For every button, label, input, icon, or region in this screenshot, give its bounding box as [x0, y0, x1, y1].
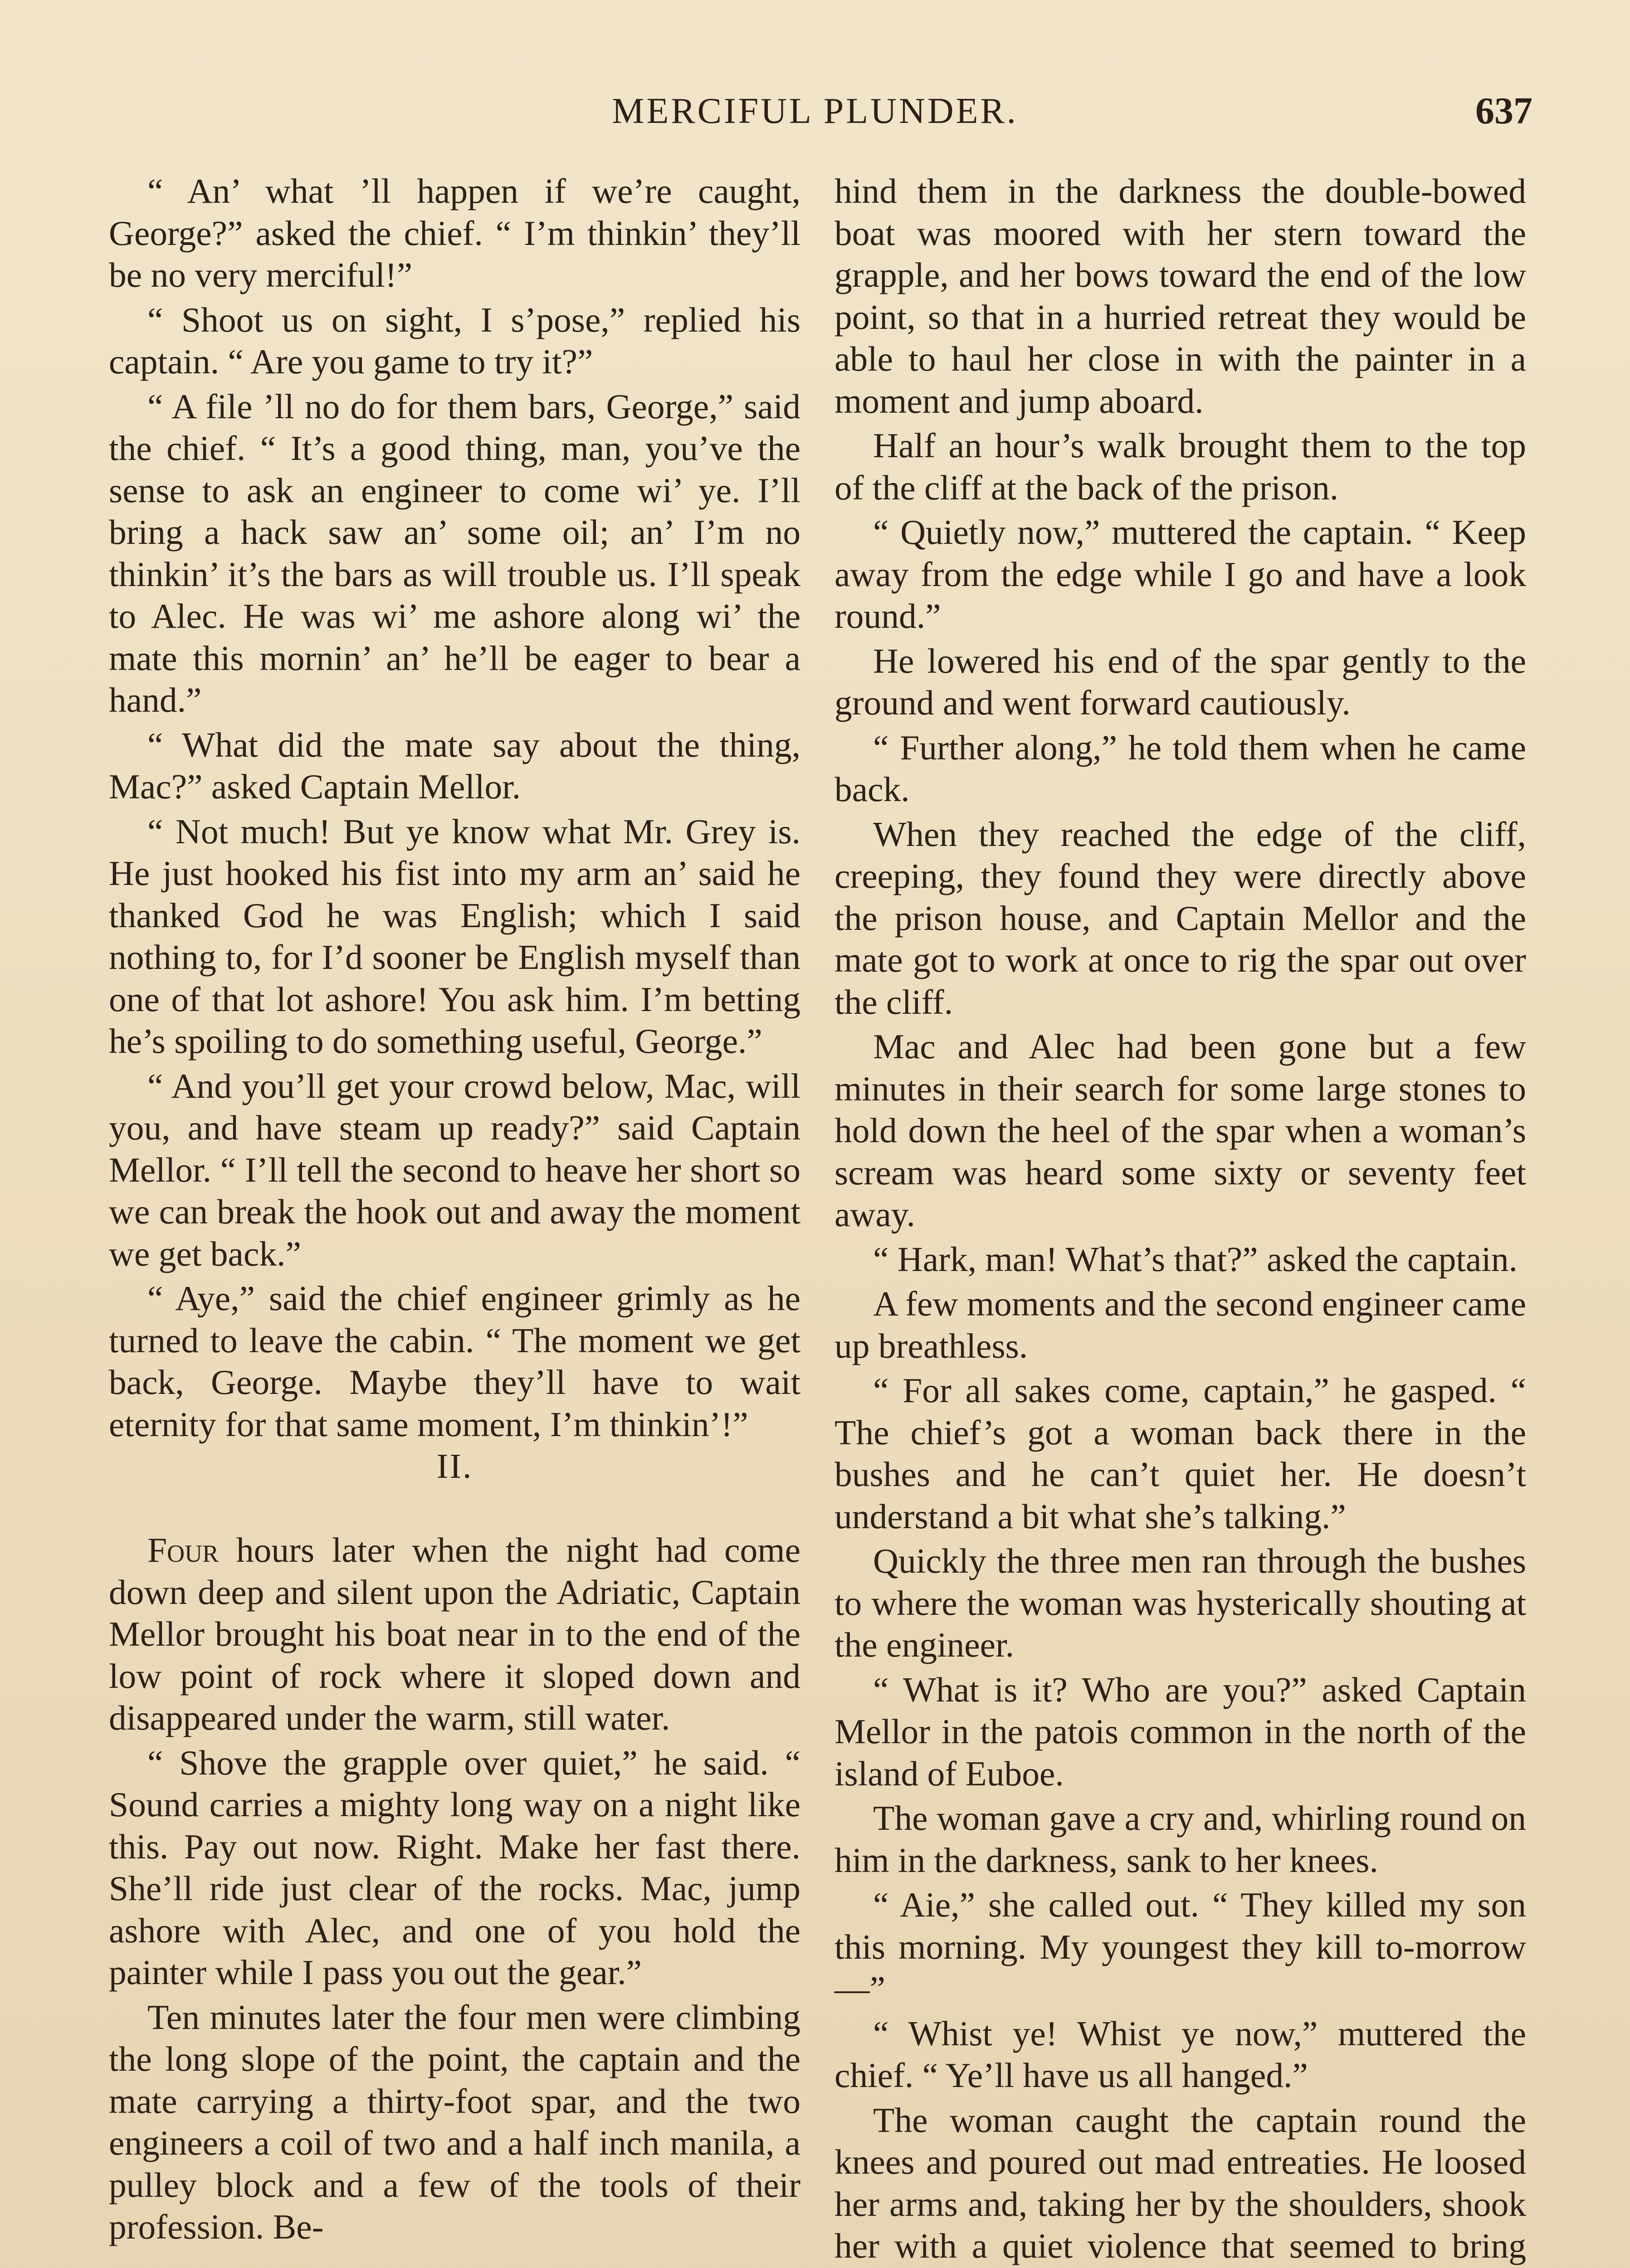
paragraph: “ An’ what ’ll happen if we’re caught, George?” asked the chief. “ I’m thinkin’ they’ll be no very merciful!” [109, 171, 800, 294]
continued-paragraph: hind them in the darkness the double-bowed boat was moored with her stern toward the grapple, and her bows toward the end of the low point, so that in a hurried retreat they would be able to haul her close in with the painter in a moment and jump aboard. [835, 171, 1526, 420]
paragraph: Ten minutes later the four men were climbing the long slope of the point, the captain and the mate carrying a thirty-foot spar, and the two engineers a coil of two and a half inch manila, a pulley block and a few of the tools of their profession. Be- [109, 1997, 800, 2246]
paragraph: “ And you’ll get your crowd below, Mac, will you, and have steam up ready?” said Captain Mellor. “ I’ll tell the second to heave her short so we can break the hook out and away the moment we get back.” [109, 1066, 800, 1273]
paragraph: A few moments and the second engineer came up breathless. [835, 1284, 1526, 1365]
paragraph: “ Aie,” she called out. “ They killed my son this morning. My youngest they kill to-morrow—” [835, 1885, 1526, 2008]
paragraph: “ Hark, man! What’s that?” asked the captain. [873, 1239, 1518, 1279]
paragraph: “ Aye,” said the chief engineer grimly as he turned to leave the cabin. “ The moment we get back, George. Maybe they’ll have to wait eternity for that same moment, I’m thinkin’!” [109, 1279, 800, 1444]
paragraph: “ Shove the grapple over quiet,” he said. “ Sound carries a mighty long way on a night like this. Pay out now. Right. Make her fast there. She’ll ride just clear of the rocks. Mac, jump ashore with Alec, and one of you hold the painter while I pass you out the gear.” [109, 1743, 800, 1992]
paragraph: Half an hour’s walk brought them to the top of the cliff at the back of the prison. [835, 426, 1526, 507]
section-opening-paragraph [109, 1529, 800, 1739]
paragraph: He lowered his end of the spar gently to the ground and went forward cautiously. [835, 641, 1526, 722]
paragraph: When they reached the edge of the cliff, creeping, they found they were directly above the prison house, and Captain Mellor and the mate got to work at once to rig the spar out over the cliff. [835, 814, 1526, 1022]
paragraph: “ Shoot us on sight, I s’pose,” replied his captain. “ Are you game to try it?” [109, 300, 800, 381]
paragraph: Mac and Alec had been gone but a few minutes in their search for some large stones to hold down the heel of the spar when a woman’s scream was heard some sixty or seventy feet away. [835, 1027, 1526, 1234]
right-column [835, 170, 1526, 2268]
paragraph: “ What did the mate say about the thing, Mac?” asked Captain Mellor. [109, 725, 800, 806]
page-number: 637 [1475, 90, 1532, 132]
running-title: MERCIFUL PLUNDER. [612, 91, 1018, 131]
paragraph: The woman gave a cry and, whirling round on him in the darkness, sank to her knees. [835, 1799, 1526, 1880]
paragraph: The woman caught the captain round the knees and poured out mad entreaties. He loosed her arms and, taking her by the shoulders, shook her with a quiet violence that seemed to bring [835, 2100, 1526, 2265]
section-opening-text: hours later when the night had come down deep and silent upon the Adriatic, Captain Mellor brought his boat near in to the end of the low point of rock where it sloped down and disappeared under the warm, still water. [109, 1530, 800, 1737]
paragraph: “ A file ’ll no do for them bars, George,” said the chief. “ It’s a good thing, man, you’ve the sense to ask an engineer to come wi’ ye. I’ll bring a hack saw an’ some oil; an’ I’m no thinkin’ it’s the bars as will trouble us. I’ll speak to Alec. He was wi’ me ashore along wi’ the mate this mornin’ an’ he’ll be eager to bear a hand.” [109, 386, 800, 719]
paragraph: “ For all sakes come, captain,” he gasped. “ The chief’s got a woman back there in the bushes and he can’t quiet her. He doesn’t understand a bit what she’s talking.” [835, 1371, 1526, 1536]
section-heading: II. [436, 1447, 473, 1486]
page-header [0, 86, 1630, 136]
paragraph: Quickly the three men ran through the bushes to where the woman was hysterically shouting at the engineer. [835, 1541, 1526, 1664]
paragraph: “ Quietly now,” muttered the captain. “ Keep away from the edge while I go and have a look round.” [835, 513, 1526, 635]
paragraph: “ Whist ye! Whist ye now,” muttered the chief. “ Ye’ll have us all hanged.” [835, 2014, 1526, 2095]
section-first-word: Four [147, 1530, 219, 1569]
paragraph: “ Further along,” he told them when he came back. [835, 728, 1526, 809]
paragraph: “ What is it? Who are you?” asked Captain Mellor in the patois common in the north of the island of Euboe. [835, 1670, 1526, 1793]
paragraph: “ Not much! But ye know what Mr. Grey is. He just hooked his fist into my arm an’ said he thanked God he was English; which I said nothing to, for I’d sooner be English myself than one of that lot ashore! You ask him. I’m betting he’s spoiling to do something useful, George.” [109, 811, 800, 1061]
left-column [109, 170, 800, 2248]
